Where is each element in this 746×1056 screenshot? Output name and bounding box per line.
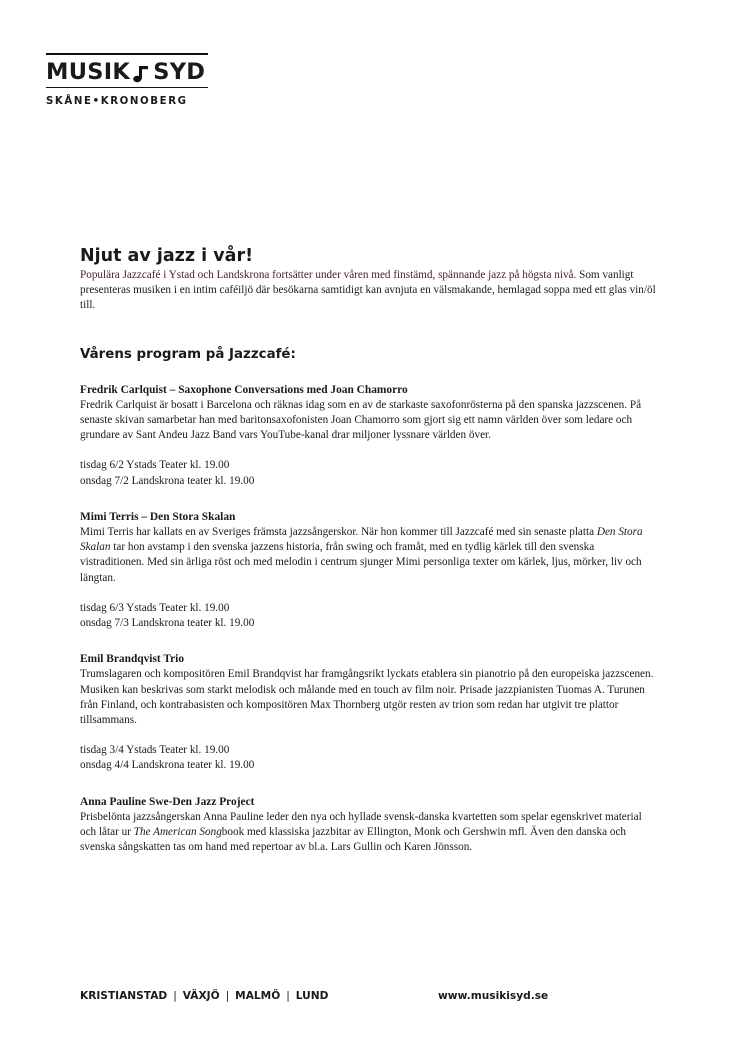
event-description-text: Fredrik Carlquist är bosatt i Barcelona och räknas idag som en av de starkaste saxofonrösterna på den spanska jazzscenen. På senaste skivan samarbetar han med baritonsaxofonisten Joan Chamorro som gjort sig ett namn världen över som ledare och grundare av Sant Andeu Jazz Band vars YouTube-kanal drar miljoner lyssnare världen över. [80,398,642,442]
footer-city: LUND [295,990,329,1002]
footer-city: VÄXJÖ [182,990,220,1002]
event-title: Fredrik Carlquist – Saxophone Conversations med Joan Chamorro [80,383,408,396]
event-date: onsdag 7/3 Landskrona teater kl. 19.00 [80,617,255,630]
event-dates [80,743,660,773]
event-description-title: Den Stora Skalan [80,526,643,554]
event-description-text: Trumslagaren och kompositören Emil Brandqvist har framgångsrikt lyckats etablera sin pianotrio på den europeiska jazzscenen. Musiken kan beskrivas som starkt melodisk och målande med en touch av film noir. Prisade jazzpianisten Tuomas A. Turunen från Finland, och kontrabasisten och kompositören Max Thornberg utgör resten av trion som redan har utgivit tre plattor tillsammans. [80,668,654,727]
event-description [80,398,660,444]
logo-left-text: MUSIK [46,58,131,85]
logo-subtitle: SKÅNE•KRONOBERG [46,96,188,107]
event-title: Mimi Terris – Den Stora Skalan [80,510,236,523]
event-date: onsdag 7/2 Landskrona teater kl. 19.00 [80,474,255,487]
logo [46,53,208,109]
event-description [80,525,660,586]
event-date: tisdag 6/2 Ystads Teater kl. 19.00 [80,459,230,472]
footer [80,989,560,1003]
footer-website-link[interactable]: www.musikisyd.se [438,990,549,1002]
event-item [80,510,660,631]
event-dates [80,601,660,631]
event-description-text: tar hon avstamp i den svenska jazzens historia, från swing och framåt, med en tydlig kärlek till den svenska vistraditionen. Med sin ärliga röst och med melodin i centrum sjunger Mimi personliga texter om kärlek, ljus, mörker, liv och längtan. [80,541,642,584]
event-title: Emil Brandqvist Trio [80,653,185,666]
event-description-text: Mimi Terris har kallats en av Sveriges främsta jazzsångerskor. När hon kommer till Jazzcafé med sin senaste platta [80,526,597,539]
intro-paragraph [80,268,660,314]
logo-wordmark [46,59,208,85]
logo-bottom-rule [46,87,208,89]
footer-separator: | [286,990,290,1002]
event-date: tisdag 3/4 Ystads Teater kl. 19.00 [80,744,230,757]
footer-cities [80,990,328,1002]
logo-top-rule [46,53,208,55]
event-list [80,383,660,856]
intro-rest: Som vanligt presenteras musiken i en intim caféiljö där besökarna samtidigt kan avnjuta en välsmakande, hemlagad soppa med ett glas vin/öl till. [80,269,656,312]
intro-lead: Populära Jazzcafé i Ystad och Landskrona fortsätter under våren med finstämd, spännande jazz på högsta nivå. [80,269,577,281]
event-dates [80,458,660,488]
footer-separator: | [225,990,230,1002]
event-title: Anna Pauline Swe-Den Jazz Project [80,795,255,808]
press-release-body [80,244,660,855]
program-heading: Vårens program på Jazzcafé: [80,346,296,362]
event-item [80,795,660,856]
event-item [80,383,660,489]
footer-city: KRISTIANSTAD [80,990,168,1002]
footer-separator: | [173,990,177,1002]
logo-right-text: SYD [153,58,206,85]
event-description-title: The American Song [133,826,222,839]
event-description-text: book med klassiska jazzbitar av Ellington, Monk och Gershwin mfl. Även den danska och svenska sångskatten tas om hand med repertoar av bl.a. Lars Gullin och Karen Jönsson. [80,826,627,854]
page-title: Njut av jazz i vår! [80,246,254,266]
footer-city: MALMÖ [235,990,281,1002]
event-item [80,652,660,773]
event-date: tisdag 6/3 Ystads Teater kl. 19.00 [80,601,230,614]
event-description-text: Prisbelönta jazzsångerskan Anna Pauline leder den nya och hyllade svensk-danska kvartetten som spelar egenskrivet material och låtar ur [80,810,642,839]
event-date: onsdag 4/4 Landskrona teater kl. 19.00 [80,759,255,772]
event-description [80,810,660,856]
music-note-icon [133,63,149,81]
event-description [80,667,660,728]
